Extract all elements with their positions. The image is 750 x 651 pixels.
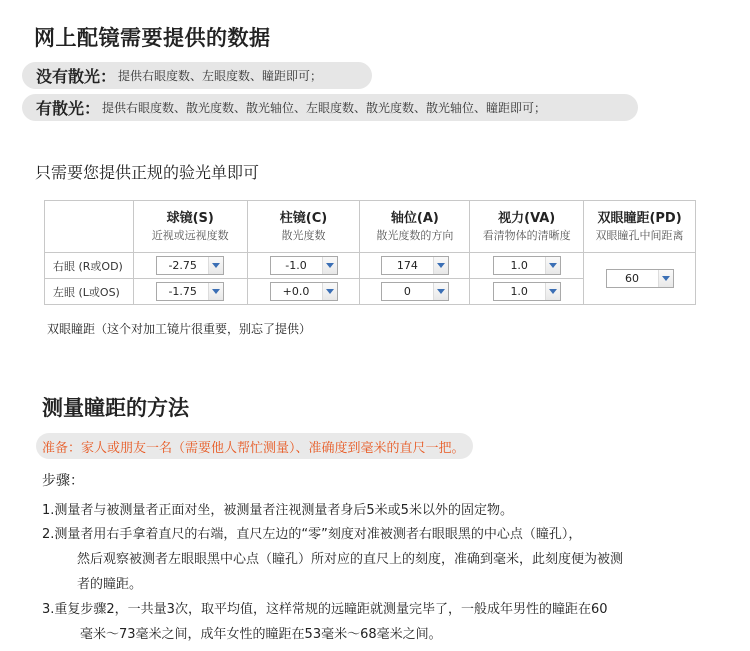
header-sphere: 球镜(S) 近视或远视度数 [133,201,247,253]
header-empty-cell [45,201,134,253]
preparation-pill: 准备：家人或朋友一名（需要他人帮忙测量）、准确度到毫米的直尺一把。 [36,433,473,459]
astigmatism-text: 提供右眼度数、散光度数、散光轴位、左眼度数、散光度数、散光轴位、瞳距即可； [102,101,547,115]
chevron-down-icon [208,257,223,274]
row-label-left: 左眼 (L或OS) [45,279,134,305]
right-va-select[interactable]: 1.0 [493,256,561,275]
step-1: 1.测量者与被测量者正面对坐，被测量者注视测量者身后5米或5米以外的固定物。 [42,503,513,518]
page-title: 网上配镜需要提供的数据 [34,26,271,50]
step-3-cont: 毫米～73毫米之间，成年女性的瞳距在53毫米～68毫米之间。 [80,627,442,642]
chevron-down-icon [322,283,337,300]
left-sphere-select[interactable]: -1.75 [156,282,224,301]
chevron-down-icon [433,283,448,300]
table-header-row [45,201,696,253]
chevron-down-icon [545,257,560,274]
right-axis-select[interactable]: 174 [381,256,449,275]
left-axis-select[interactable]: 0 [381,282,449,301]
step-3: 3.重复步骤2，一共量3次，取平均值，这样常规的远瞳距就测量完毕了，一般成年男性的瞳距在60 [42,602,608,617]
chevron-down-icon [545,283,560,300]
chevron-down-icon [208,283,223,300]
no-astigmatism-text: 提供右眼度数、左眼度数、瞳距即可； [118,69,323,83]
no-astigmatism-label: 没有散光： [36,67,117,86]
header-cylinder: 柱镜(C) 散光度数 [247,201,360,253]
right-sphere-select[interactable]: -2.75 [156,256,224,275]
step-2-cont-2: 者的瞳距。 [77,577,143,592]
method-title: 测量瞳距的方法 [42,396,189,420]
steps-title: 步骤： [42,473,84,489]
intro-text: 只需要您提供正规的验光单即可 [35,163,260,182]
step-2-cont: 然后观察被测者左眼眼黑中心点（瞳孔）所对应的直尺上的刻度，准确到毫米，此刻度便为被测 [77,552,624,567]
header-pd: 双眼瞳距(PD) 双眼瞳孔中间距离 [584,201,696,253]
astigmatism-pill [22,94,638,121]
chevron-down-icon [433,257,448,274]
pd-note: 双眼瞳距（这个对加工镜片很重要，别忘了提供） [47,322,312,336]
row-label-right: 右眼 (R或OD) [45,253,134,279]
left-va-select[interactable]: 1.0 [493,282,561,301]
header-va: 视力(VA) 看清物体的清晰度 [470,201,584,253]
header-axis: 轴位(A) 散光度数的方向 [360,201,470,253]
pd-select[interactable]: 60 [606,269,674,288]
left-cylinder-select[interactable]: +0.0 [270,282,338,301]
chevron-down-icon [322,257,337,274]
astigmatism-label: 有散光： [36,99,101,118]
pd-cell [584,253,696,305]
table-row-right-eye [45,253,696,279]
step-2: 2.测量者用右手拿着直尺的右端，直尺左边的“零”刻度对准被测者右眼眼黑的中心点（瞳孔）， [42,527,582,542]
no-astigmatism-pill [22,62,372,89]
prescription-table [44,200,696,305]
chevron-down-icon [658,270,673,287]
right-cylinder-select[interactable]: -1.0 [270,256,338,275]
